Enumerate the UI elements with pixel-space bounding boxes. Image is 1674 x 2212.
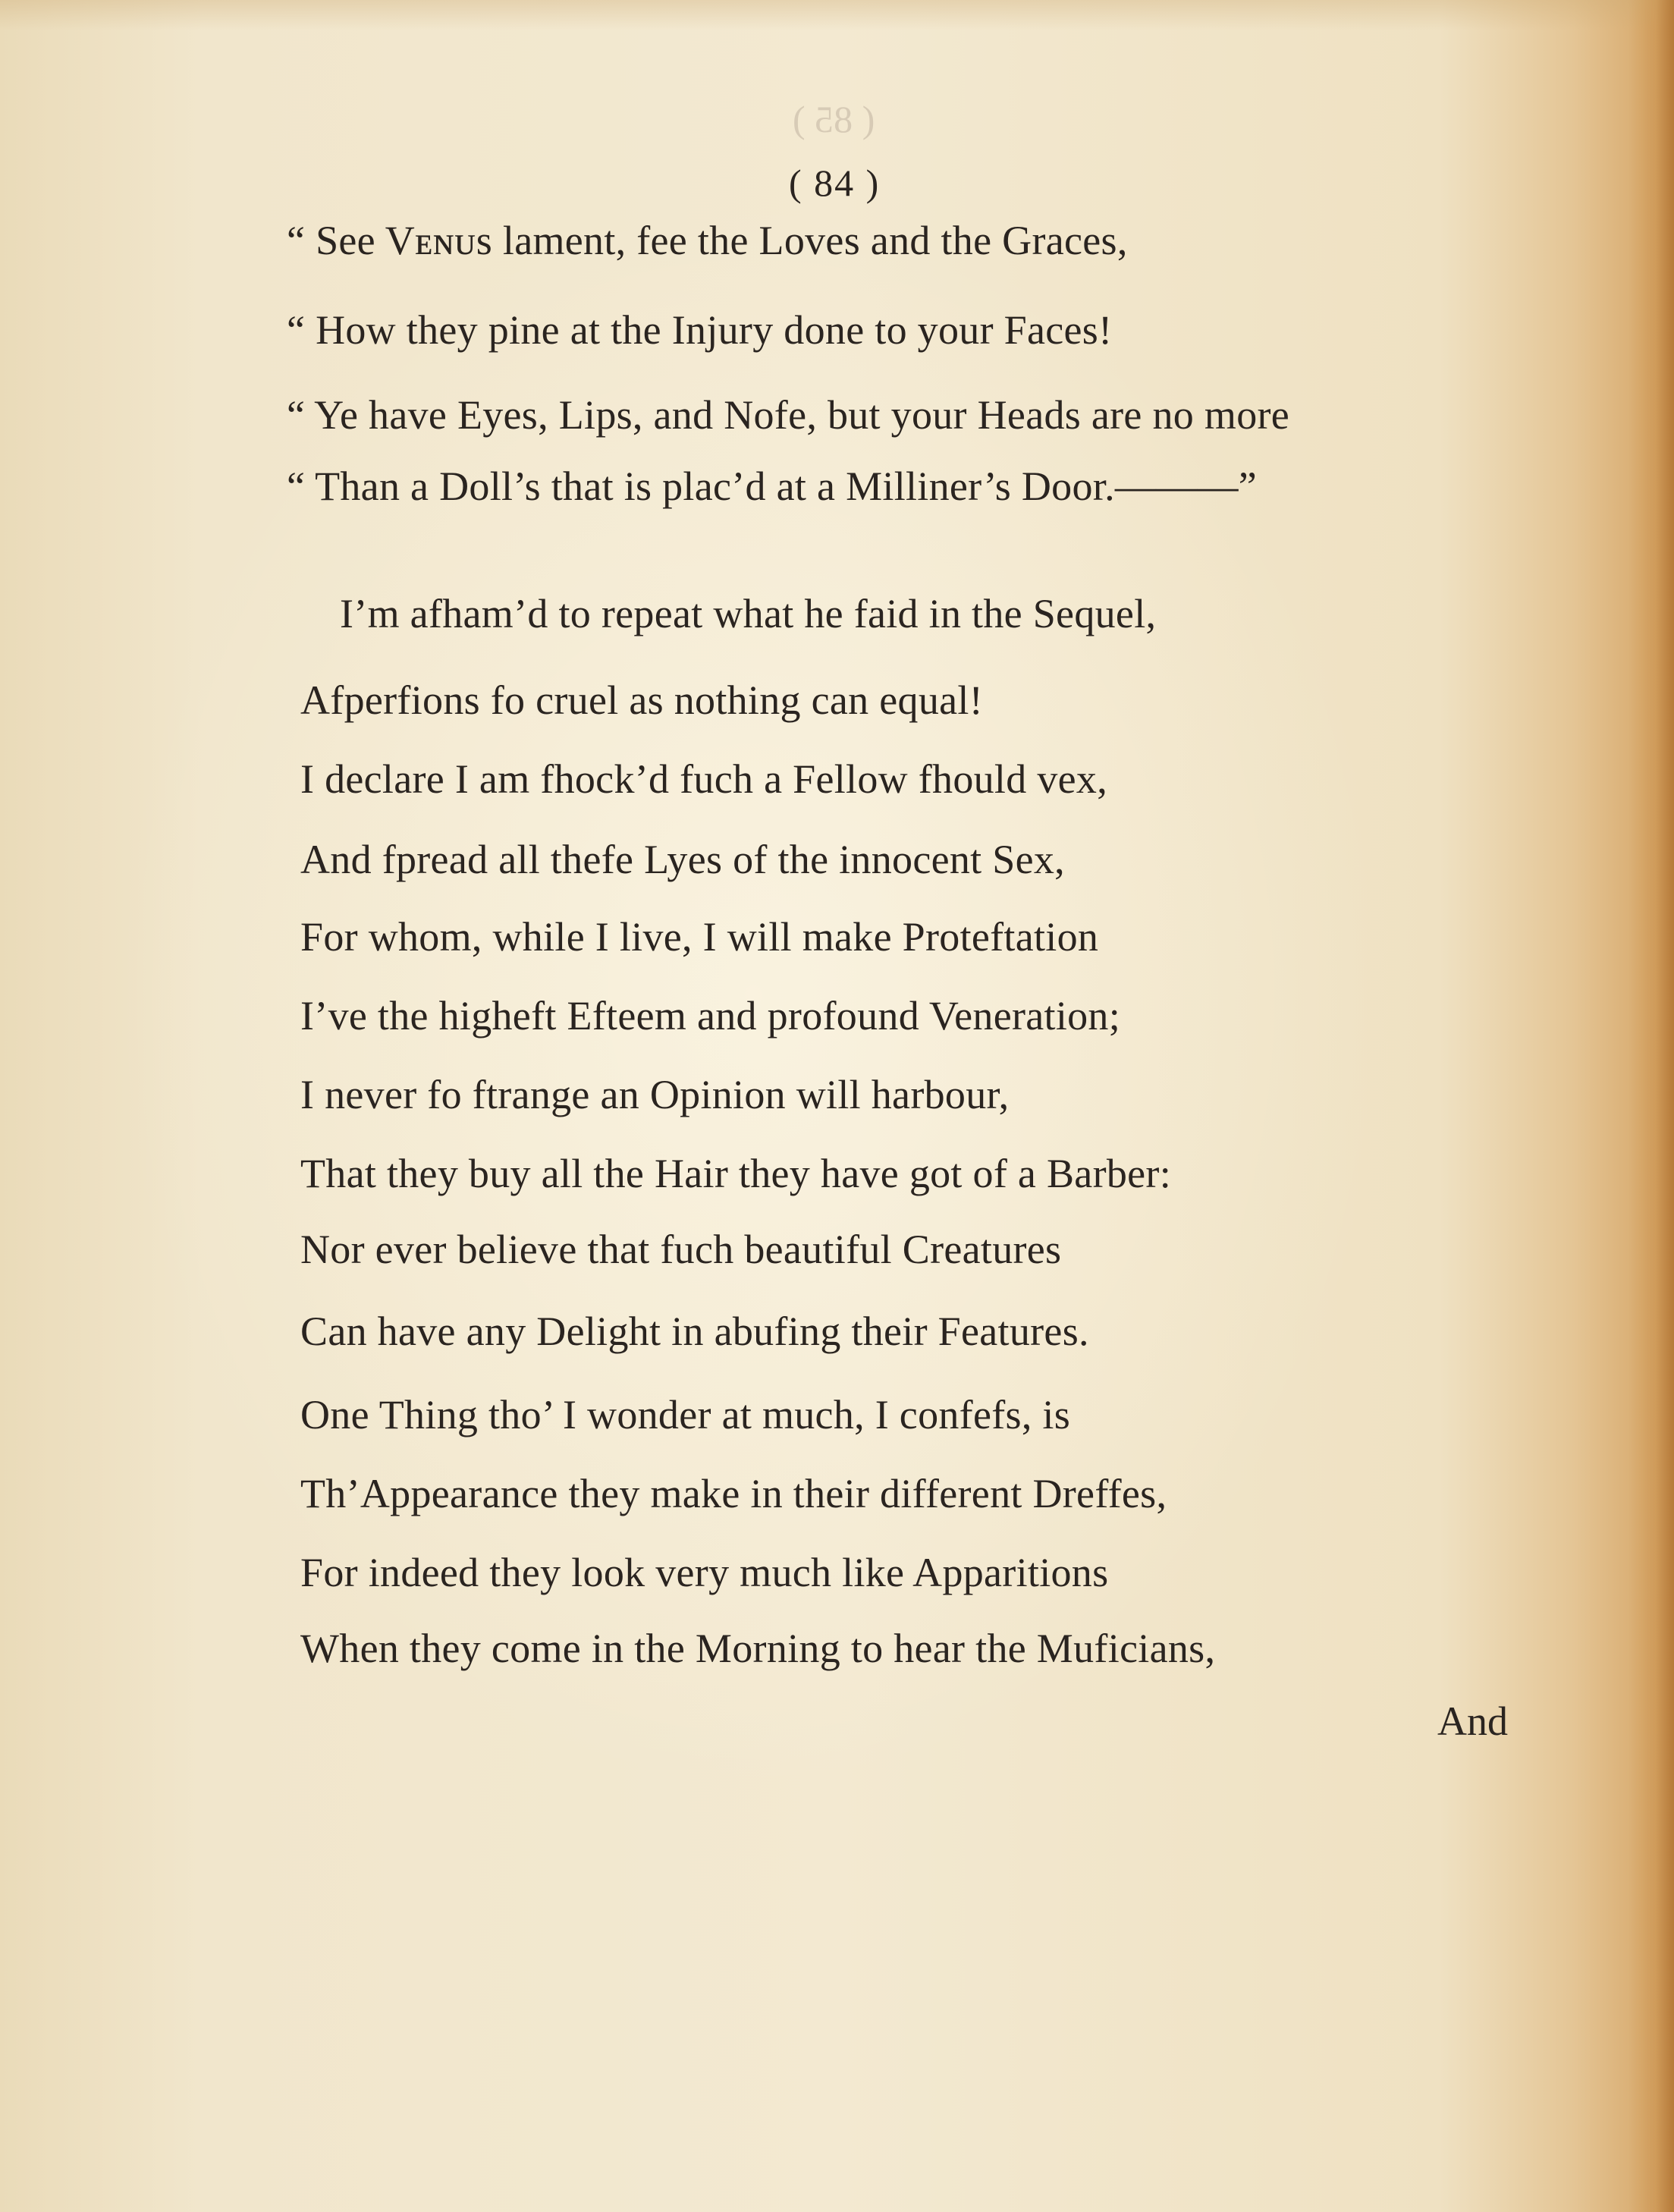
page-right-edge [1628, 0, 1674, 2212]
body-line: Afperfions fo cruel as nothing can equal! [300, 677, 983, 723]
body-line: Th’Appearance they make in their different Dreffes, [300, 1471, 1167, 1516]
body-line: For indeed they look very much like Apparitions [300, 1550, 1109, 1595]
page-top-edge [0, 0, 1674, 30]
body-line: And fpread all thefe Lyes of the innocent Sex, [300, 837, 1065, 882]
body-line: That they buy all the Hair they have got of a Barber: [300, 1151, 1172, 1196]
body-line: I declare I am fhock’d fuch a Fellow fhould vex, [300, 756, 1107, 802]
catchword: And [1437, 1698, 1508, 1744]
body-line: I never fo ftrange an Opinion will harbour, [300, 1072, 1010, 1117]
page-number: ( 84 ) [789, 162, 881, 204]
body-line: I’m afham’d to repeat what he faid in the Sequel, [340, 591, 1157, 636]
body-line: Nor ever believe that fuch beautiful Creatures [300, 1227, 1062, 1272]
body-line: One Thing tho’ I wonder at much, I confefs, is [300, 1392, 1071, 1437]
verse-line: “ Ye have Eyes, Lips, and Nofe, but your Heads are no more [287, 392, 1290, 438]
bleed-through-page-number: ( 85 ) [793, 98, 875, 140]
verse-line: “ Than a Doll’s that is plac’d at a Milliner’s Door.———” [287, 463, 1258, 509]
verse-line: “ How they pine at the Injury done to your Faces! [287, 307, 1113, 353]
verse-line: “ See Vᴇɴᴜs lament, fee the Loves and the Graces, [287, 218, 1128, 263]
body-line: When they come in the Morning to hear the Muficians, [300, 1626, 1216, 1671]
body-line: I’ve the higheft Efteem and profound Veneration; [300, 993, 1121, 1038]
body-line: Can have any Delight in abufing their Features. [300, 1309, 1089, 1354]
body-line: For whom, while I live, I will make Proteftation [300, 914, 1099, 960]
